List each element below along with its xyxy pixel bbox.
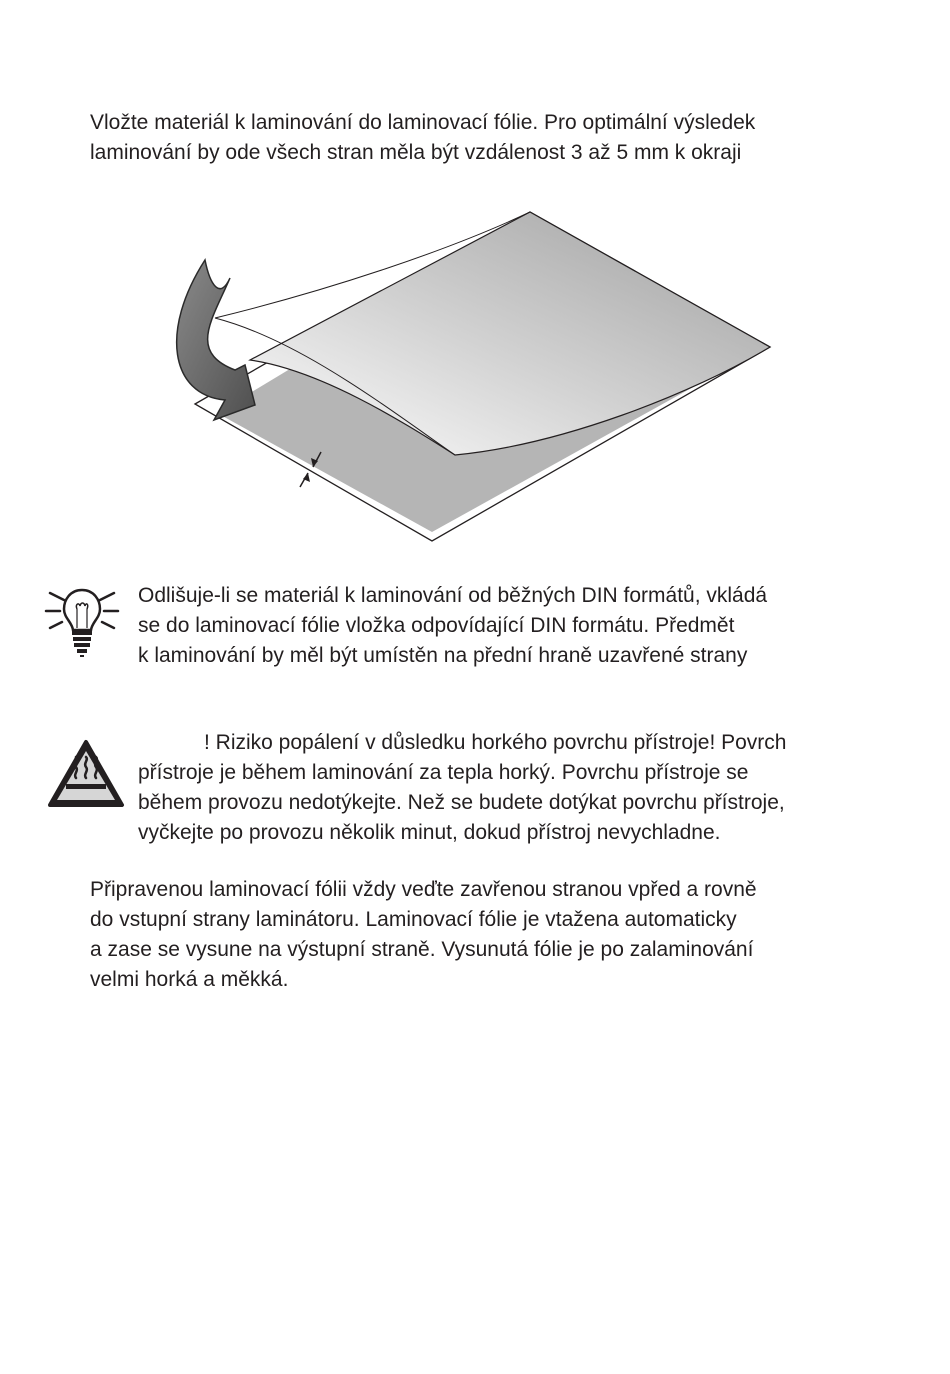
intro-paragraph xyxy=(90,108,755,168)
warning-line: vyčkejte po provozu několik minut, dokud přístroj nevychladne. xyxy=(138,821,721,844)
tip-paragraph xyxy=(138,581,767,671)
tip-line: Odlišuje-li se materiál k laminování od běžných DIN formátů, vkládá xyxy=(138,584,768,607)
hot-surface-warning-icon xyxy=(46,738,126,810)
tip-line: se do laminovací fólie vložka odpovídající DIN formátu. Předmět xyxy=(138,614,735,637)
pouch-insertion-diagram xyxy=(160,200,780,550)
warning-line: ! Riziko popálení v důsledku horkého povrchu přístroje! Povrch xyxy=(204,731,787,754)
lightbulb-icon xyxy=(42,578,122,663)
insert-arrow xyxy=(177,260,255,420)
feed-line: do vstupní strany laminátoru. Laminovací fólie je vtažena automaticky xyxy=(90,908,737,931)
intro-line: laminování by ode všech stran měla být vzdálenost 3 až 5 mm k okraji xyxy=(90,141,742,164)
feed-line: velmi horká a měkká. xyxy=(90,968,289,991)
feed-line: a zase se vysune na výstupní straně. Vysunutá fólie je po zalaminování xyxy=(90,938,754,961)
feed-paragraph xyxy=(90,875,757,995)
feed-line: Připravenou laminovací fólii vždy veďte zavřenou stranou vpřed a rovně xyxy=(90,878,757,901)
warning-line: během provozu nedotýkejte. Než se budete dotýkat povrchu přístroje, xyxy=(138,791,785,814)
intro-line: Vložte materiál k laminování do laminovací fólie. Pro optimální výsledek xyxy=(90,111,756,134)
warning-paragraph xyxy=(138,728,786,848)
tip-line: k laminování by měl být umístěn na přední hraně uzavřené strany xyxy=(138,644,748,667)
warning-line: přístroje je během laminování za tepla horký. Povrchu přístroje se xyxy=(138,761,749,784)
